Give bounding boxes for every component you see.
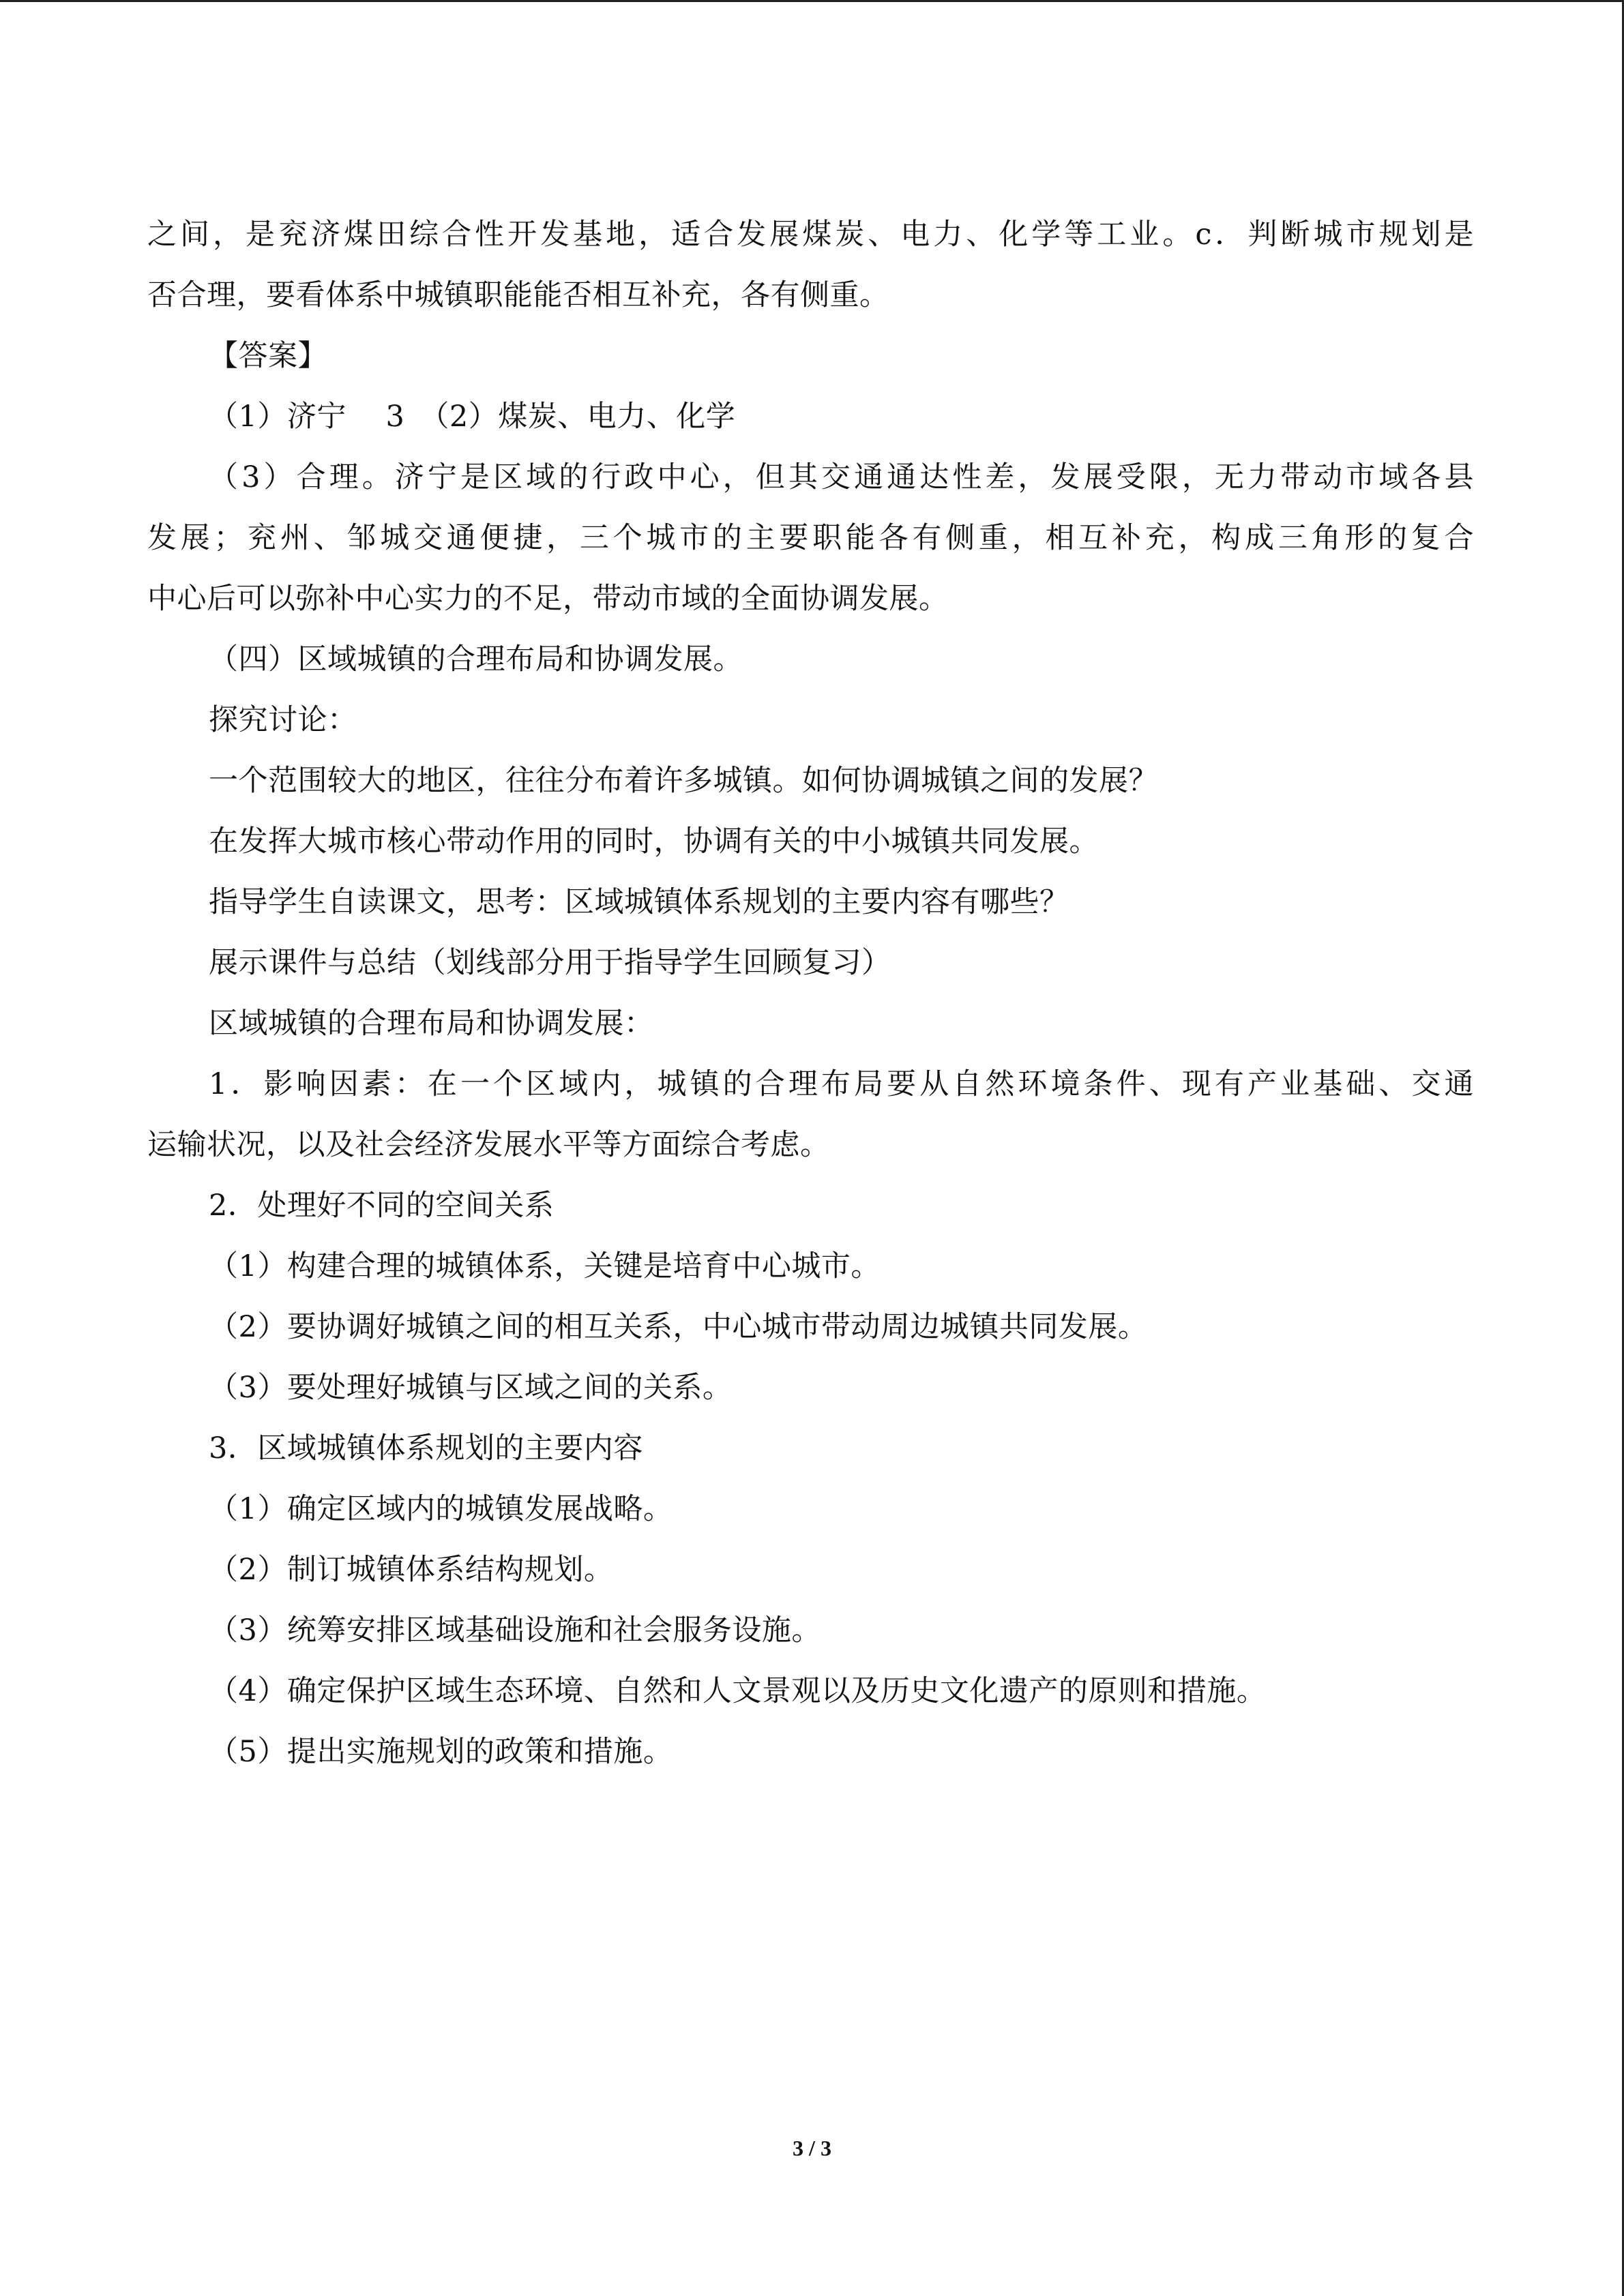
point-3-item-2: （2）制订城镇体系结构规划。	[209, 1553, 614, 1587]
answer-line-3-start: （3）合理。济宁是区域的行政中心，但其交通通达性差，发展受限，无力带动市域各县	[209, 460, 1474, 494]
section-heading: （四）区域城镇的合理布局和协调发展。	[209, 642, 743, 676]
point-2-item-1: （1）构建合理的城镇体系，关键是培育中心城市。	[209, 1249, 881, 1283]
answer-heading: 【答案】	[209, 339, 327, 373]
point-3: 3．区域城镇体系规划的主要内容	[209, 1431, 643, 1465]
point-1: 1．影响因素：在一个区域内，城镇的合理布局要从自然环境条件、现有产业基础、交通	[209, 1067, 1474, 1101]
point-3-item-3: （3）统筹安排区域基础设施和社会服务设施。	[209, 1613, 821, 1648]
point-2-item-3: （3）要处理好城镇与区域之间的关系。	[209, 1371, 733, 1405]
discussion-label: 探究讨论：	[209, 703, 357, 737]
point-2-item-2: （2）要协调好城镇之间的相互关系，中心城市带动周边城镇共同发展。	[209, 1310, 1148, 1344]
page-number: 3 / 3	[793, 2136, 831, 2160]
discussion-answer: 在发挥大城市核心带动作用的同时，协调有关的中小城镇共同发展。	[209, 824, 1099, 859]
guidance-line: 指导学生自读课文，思考：区域城镇体系规划的主要内容有哪些？	[209, 885, 1069, 919]
summary-heading: 区域城镇的合理布局和协调发展：	[209, 1007, 654, 1041]
answer-line-3-cont-1: 发展；兖州、邹城交通便捷，三个城市的主要职能各有侧重，相互补充，构成三角形的复合	[147, 521, 1474, 555]
text-line-2: 否合理，要看体系中城镇职能能否相互补充，各有侧重。	[147, 278, 889, 312]
summary-line: 展示课件与总结（划线部分用于指导学生回顾复习）	[209, 946, 891, 980]
point-2: 2．处理好不同的空间关系	[209, 1189, 555, 1223]
point-1-cont: 运输状况，以及社会经济发展水平等方面综合考虑。	[147, 1128, 830, 1162]
point-3-item-5: （5）提出实施规划的政策和措施。	[209, 1735, 673, 1769]
discussion-question: 一个范围较大的地区，往往分布着许多城镇。如何协调城镇之间的发展？	[209, 764, 1158, 798]
text-line-1: 之间，是兖济煤田综合性开发基地，适合发展煤炭、电力、化学等工业。c．判断城市规划是	[147, 218, 1474, 252]
point-3-item-4: （4）确定保护区域生态环境、自然和人文景观以及历史文化遗产的原则和措施。	[209, 1674, 1267, 1708]
point-3-item-1: （1）确定区域内的城镇发展战略。	[209, 1492, 673, 1526]
answer-line-3-cont-2: 中心后可以弥补中心实力的不足，带动市域的全面协调发展。	[147, 582, 949, 616]
document-body	[147, 205, 1474, 1783]
answer-line-1: （1）济宁 3 （2）煤炭、电力、化学	[209, 400, 736, 434]
